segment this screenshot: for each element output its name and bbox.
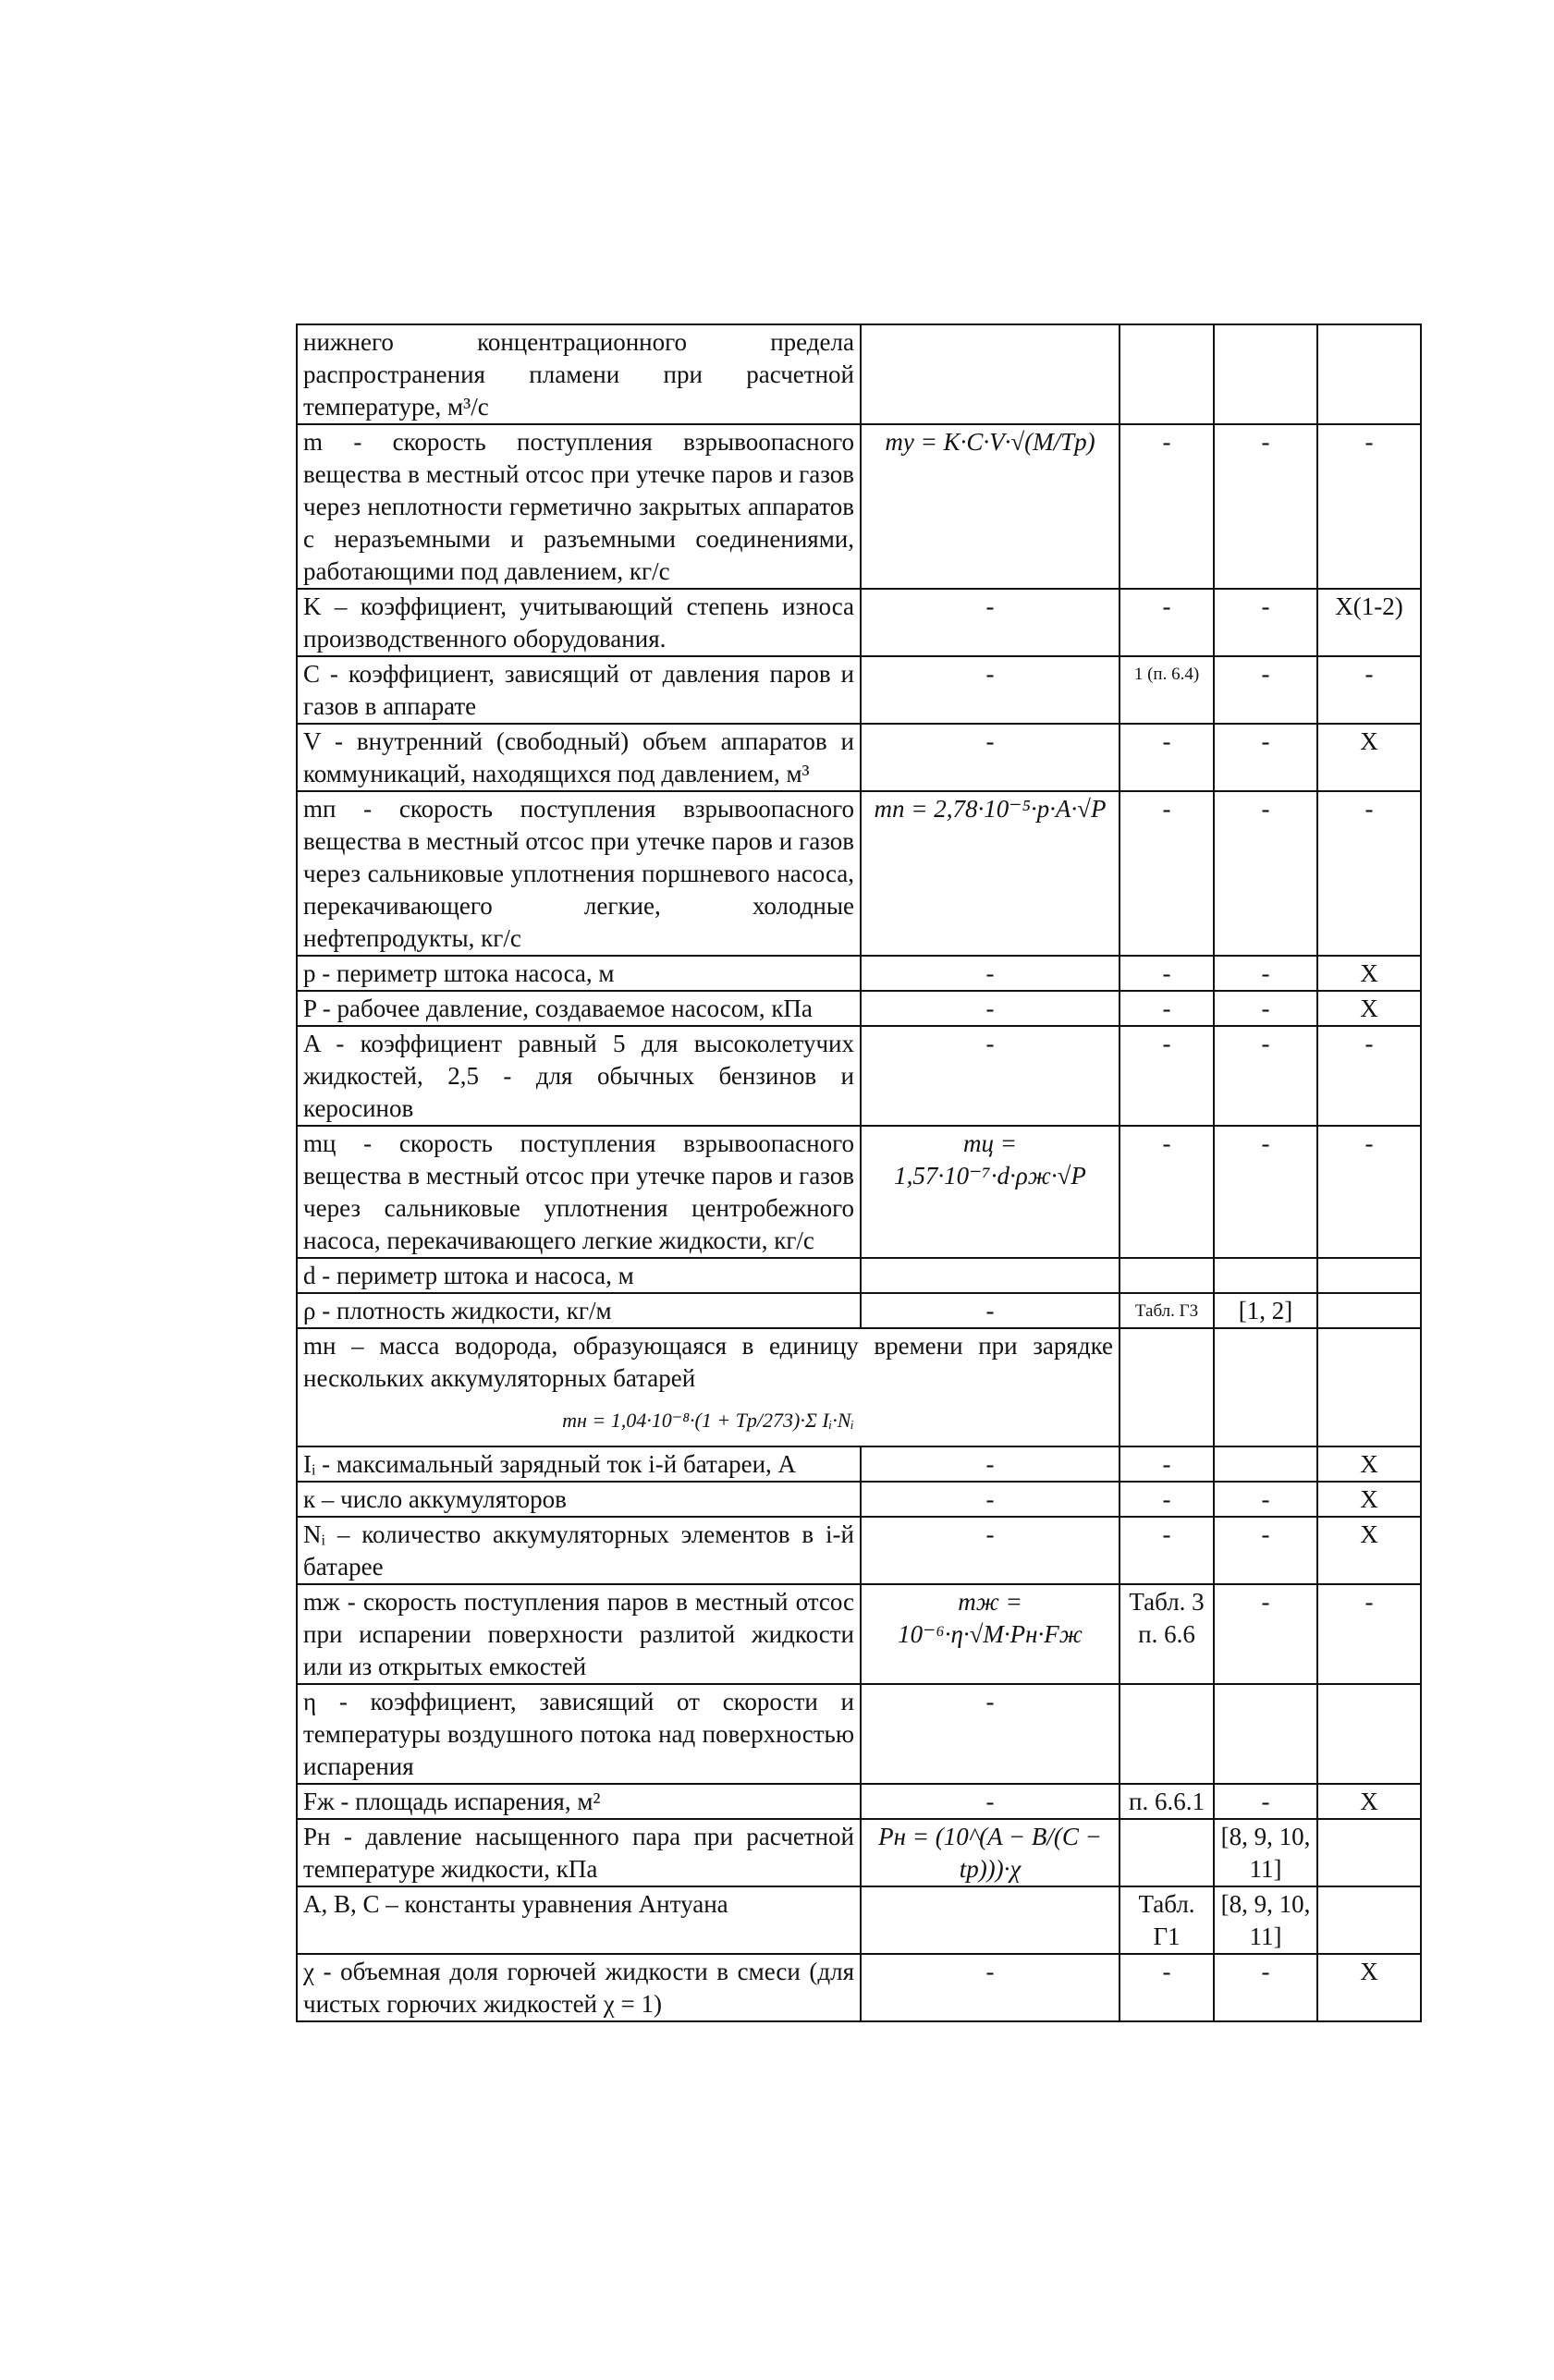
row-formula: -	[861, 991, 1120, 1026]
row-source: -	[1214, 1517, 1317, 1584]
table-row	[297, 1517, 1421, 1584]
table-row	[297, 1328, 1421, 1446]
row-description: K – коэффициент, учитывающий степень износа производственного оборудования.	[297, 589, 861, 656]
row-reference: -	[1120, 424, 1214, 589]
span-row-formula: mн = 1,04·10⁻⁸·(1 + Tр/273)·Σ Iᵢ·Nᵢ	[562, 1409, 854, 1432]
row-source	[1214, 1258, 1317, 1293]
row-description: A, B, C – константы уравнения Антуана	[297, 1886, 861, 1954]
row-mark: -	[1317, 424, 1421, 589]
row-formula: -	[861, 1446, 1120, 1482]
row-description: Nᵢ – количество аккумуляторных элементов в i-й батарее	[297, 1517, 861, 1584]
row-formula: -	[861, 956, 1120, 991]
row-formula	[861, 1886, 1120, 1954]
row-source: [8, 9, 10, 11]	[1214, 1886, 1317, 1954]
row-mark: -	[1317, 1126, 1421, 1258]
table-row	[297, 656, 1421, 724]
table-row	[297, 1954, 1421, 2021]
row-description: Pн - давление насыщенного пара при расчетной температуре жидкости, кПа	[297, 1819, 861, 1886]
table-row	[297, 1446, 1421, 1482]
row-reference: 1 (п. 6.4)	[1120, 656, 1214, 724]
row-formula: -	[861, 1684, 1120, 1784]
row-formula: mж = 10⁻⁶·η·√M·Pн·Fж	[861, 1584, 1120, 1684]
row-reference: -	[1120, 956, 1214, 991]
row-formula: -	[861, 1482, 1120, 1517]
table-row	[297, 324, 1421, 424]
row-source: -	[1214, 724, 1317, 791]
row-mark: X	[1317, 724, 1421, 791]
row-source: [1, 2]	[1214, 1293, 1317, 1328]
table-row	[297, 1293, 1421, 1328]
row-source: -	[1214, 1126, 1317, 1258]
table-row	[297, 1784, 1421, 1819]
row-mark: X	[1317, 1784, 1421, 1819]
span-row-text: mн – масса водорода, образующаяся в единицу времени при зарядке нескольких аккумуляторных батарей	[303, 1332, 1113, 1392]
row-mark: X	[1317, 1446, 1421, 1482]
table-row	[297, 1684, 1421, 1784]
row-source: [8, 9, 10, 11]	[1214, 1819, 1317, 1886]
row-mark	[1317, 1819, 1421, 1886]
table-row	[297, 1482, 1421, 1517]
row-mark	[1317, 1293, 1421, 1328]
row-description: η - коэффициент, зависящий от скорости и температуры воздушного потока над поверхностью испарения	[297, 1684, 861, 1784]
row-description: mп - скорость поступления взрывоопасного вещества в местный отсос при утечке паров и газов через сальниковые уплотнения поршневого насоса, перекачивающего легкие, холодные нефтепродукты, кг/с	[297, 791, 861, 956]
row-source	[1214, 324, 1317, 424]
row-formula	[861, 324, 1120, 424]
row-description: Iᵢ - максимальный зарядный ток i-й батареи, А	[297, 1446, 861, 1482]
row-mark	[1317, 1258, 1421, 1293]
row-description: P - рабочее давление, создаваемое насосом, кПа	[297, 991, 861, 1026]
row-formula: -	[861, 1784, 1120, 1819]
row-reference: п. 6.6.1	[1120, 1784, 1214, 1819]
row-description: C - коэффициент, зависящий от давления паров и газов в аппарате	[297, 656, 861, 724]
row-mark: X	[1317, 991, 1421, 1026]
row-reference	[1120, 324, 1214, 424]
table-row	[297, 724, 1421, 791]
table-cell	[1317, 1328, 1421, 1446]
document-table	[296, 323, 1422, 2022]
table-row	[297, 956, 1421, 991]
row-source: -	[1214, 656, 1317, 724]
row-description: ρ - плотность жидкости, кг/м	[297, 1293, 861, 1328]
row-formula: mц = 1,57·10⁻⁷·d·ρж·√P	[861, 1126, 1120, 1258]
row-source: -	[1214, 1584, 1317, 1684]
row-description: p - периметр штока насоса, м	[297, 956, 861, 991]
row-reference: -	[1120, 724, 1214, 791]
row-mark: X	[1317, 1482, 1421, 1517]
row-reference: Табл. Г1	[1120, 1886, 1214, 1954]
row-formula: -	[861, 1293, 1120, 1328]
row-mark	[1317, 1886, 1421, 1954]
row-reference: -	[1120, 589, 1214, 656]
row-reference: -	[1120, 1126, 1214, 1258]
row-source: -	[1214, 991, 1317, 1026]
row-reference: -	[1120, 791, 1214, 956]
table-row	[297, 1819, 1421, 1886]
row-reference	[1120, 1258, 1214, 1293]
table-row	[297, 1258, 1421, 1293]
row-source: -	[1214, 1026, 1317, 1126]
row-description: χ - объемная доля горючей жидкости в смеси (для чистых горючих жидкостей χ = 1)	[297, 1954, 861, 2021]
row-description: mц - скорость поступления взрывоопасного вещества в местный отсос при утечке паров и газов через сальниковые уплотнения центробежного насоса, перекачивающего легкие жидкости, кг/с	[297, 1126, 861, 1258]
table-row	[297, 1026, 1421, 1126]
table-cell	[1214, 1328, 1317, 1446]
row-description: V - внутренний (свободный) объем аппаратов и коммуникаций, находящихся под давлением, м³	[297, 724, 861, 791]
row-formula: mп = 2,78·10⁻⁵·p·A·√P	[861, 791, 1120, 956]
row-reference: -	[1120, 991, 1214, 1026]
table-cell	[1120, 1328, 1214, 1446]
row-mark	[1317, 1684, 1421, 1784]
row-formula: -	[861, 1026, 1120, 1126]
row-reference	[1120, 1819, 1214, 1886]
table-row	[297, 1584, 1421, 1684]
row-description: нижнего концентрационного предела распространения пламени при расчетной температуре, м³/с	[297, 324, 861, 424]
table-row	[297, 991, 1421, 1026]
row-reference: -	[1120, 1482, 1214, 1517]
row-source: -	[1214, 424, 1317, 589]
row-source: -	[1214, 1482, 1317, 1517]
row-source: -	[1214, 956, 1317, 991]
table-row	[297, 589, 1421, 656]
row-description: Fж - площадь испарения, м²	[297, 1784, 861, 1819]
row-mark: -	[1317, 656, 1421, 724]
table-row	[297, 424, 1421, 589]
row-description: mж - скорость поступления паров в местный отсос при испарении поверхности разлитой жидкости или из открытых емкостей	[297, 1584, 861, 1684]
row-reference: -	[1120, 1446, 1214, 1482]
table-row	[297, 1886, 1421, 1954]
row-source: -	[1214, 791, 1317, 956]
row-mark: -	[1317, 1584, 1421, 1684]
span-cell	[297, 1328, 1120, 1446]
row-reference: Табл. Г3	[1120, 1293, 1214, 1328]
table-body-span	[297, 1328, 1421, 1446]
row-mark	[1317, 324, 1421, 424]
row-source	[1214, 1684, 1317, 1784]
row-formula: -	[861, 656, 1120, 724]
row-reference: Табл. 3 п. 6.6	[1120, 1584, 1214, 1684]
row-mark: X	[1317, 1517, 1421, 1584]
row-formula	[861, 1258, 1120, 1293]
row-description: A - коэффициент равный 5 для высоколетучих жидкостей, 2,5 - для обычных бензинов и керосинов	[297, 1026, 861, 1126]
row-formula: -	[861, 589, 1120, 656]
row-mark: X	[1317, 956, 1421, 991]
row-formula: Pн = (10^(A − B/(C − tр)))·χ	[861, 1819, 1120, 1886]
row-mark: X(1-2)	[1317, 589, 1421, 656]
table-row	[297, 791, 1421, 956]
row-source: -	[1214, 589, 1317, 656]
row-source: -	[1214, 1784, 1317, 1819]
table-body-top	[297, 324, 1421, 1328]
table-row	[297, 1126, 1421, 1258]
row-reference: -	[1120, 1026, 1214, 1126]
row-mark: X	[1317, 1954, 1421, 2021]
row-mark: -	[1317, 791, 1421, 956]
row-mark: -	[1317, 1026, 1421, 1126]
row-reference: -	[1120, 1517, 1214, 1584]
row-formula: -	[861, 724, 1120, 791]
row-source	[1214, 1446, 1317, 1482]
row-description: d - периметр штока и насоса, м	[297, 1258, 861, 1293]
row-formula: mу = K·C·V·√(M/Tр)	[861, 424, 1120, 589]
row-reference	[1120, 1684, 1214, 1784]
row-formula: -	[861, 1954, 1120, 2021]
row-formula: -	[861, 1517, 1120, 1584]
row-source: -	[1214, 1954, 1317, 2021]
row-reference: -	[1120, 1954, 1214, 2021]
row-description: m - скорость поступления взрывоопасного вещества в местный отсос при утечке паров и газов через неплотности герметично закрытых аппаратов с неразъемными и разъемными соединениями, работающими под давлением, кг/с	[297, 424, 861, 589]
table-body-bottom	[297, 1446, 1421, 2021]
row-description: к – число аккумуляторов	[297, 1482, 861, 1517]
